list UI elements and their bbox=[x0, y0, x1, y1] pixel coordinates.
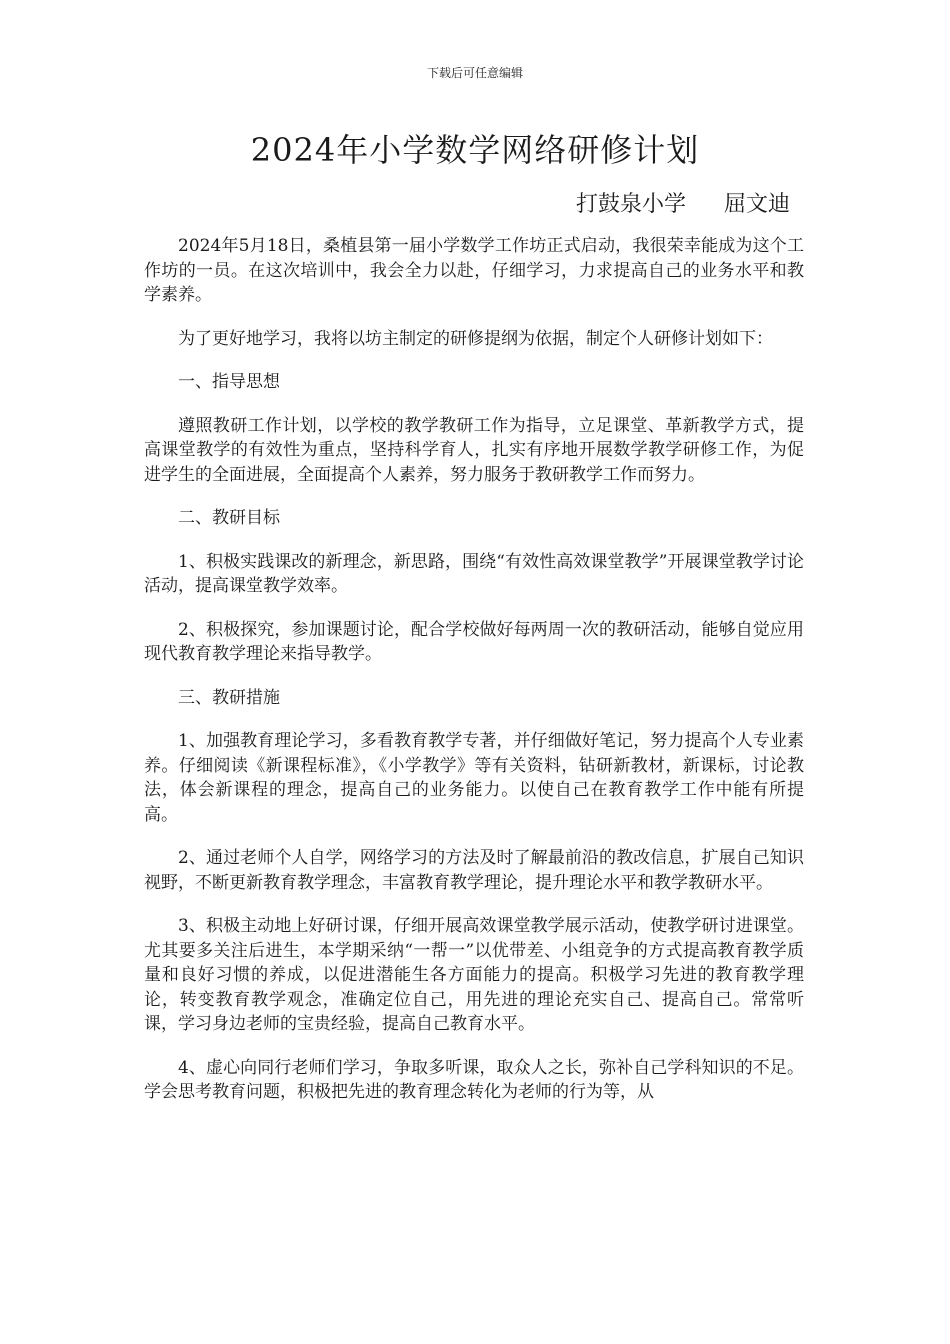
paragraph-goal-2: 2、积极探究，参加课题讨论，配合学校做好每两周一次的教研活动，能够自觉应用现代教育教学理论来指导教学。 bbox=[144, 619, 804, 664]
paragraph-measure-1: 1、加强教育理论学习，多看教育教学专著，并仔细做好笔记，努力提高个人专业素养。仔细阅读《新课程标准》，《小学教学》等有关资料，钻研新教材，新课标，讨论教法，体会新课程的理念，提高自己的业务能力。以使自己在教育教学工作中能有所提高。 bbox=[144, 731, 804, 825]
paragraph-measure-2: 2、通过老师个人自学，网络学习的方法及时了解最前沿的教改信息，扩展自己知识视野，不断更新教育教学理念，丰富教育教学理论，提升理论水平和教学教研水平。 bbox=[144, 848, 804, 893]
byline bbox=[0, 188, 790, 222]
section-heading-research-measures: 三、教研措施 bbox=[178, 687, 280, 708]
paragraph-measure-4: 4、虚心向同行老师们学习，争取多听课，取众人之长，弥补自己学科知识的不足。学会思考教育问题，积极把先进的教育理念转化为老师的行为等，从 bbox=[144, 1057, 804, 1102]
paragraph-guiding-thought: 遵照教研工作计划，以学校的教学教研工作为指导，立足课堂、革新教学方式，提高课堂教学的有效性为重点，坚持科学育人，扎实有序地开展数学教学研修工作，为促进学生的全面进展，全面提高个人素养，努力服务于教研教学工作而努力。 bbox=[144, 415, 804, 485]
section-heading-guiding-thought: 一、指导思想 bbox=[178, 372, 280, 392]
paragraph-measure-3: 3、积极主动地上好研讨课，仔细开展高效课堂教学展示活动，使教学研讨进课堂。尤其要多关注后进生，本学期采纳“一帮一”以优带差、小组竞争的方式提高教育教学质量和良好习惯的养成，以促进潜能生各方面能力的提高。积极学习先进的教育教学理论，转变教育教学观念，准确定位自己，用先进的理论充实自己、提高自己。常常听课，学习身边老师的宝贵经验，提高自己教育水平。 bbox=[144, 916, 804, 1034]
section-heading-research-goals: 二、教研目标 bbox=[178, 508, 280, 528]
byline-author: 屈文迪 bbox=[723, 192, 790, 217]
paragraph-plan-intro: 为了更好地学习，我将以坊主制定的研修提纲为依据，制定个人研修计划如下： bbox=[178, 328, 773, 349]
byline-school: 打鼓泉小学 bbox=[575, 192, 686, 217]
page-header-note: 下载后可任意编辑 bbox=[426, 66, 523, 80]
document-body bbox=[144, 234, 804, 1124]
document-title: 2024年小学数学网络研修计划 bbox=[250, 131, 700, 169]
paragraph-goal-1: 1、积极实践课改的新理念，新思路，围绕“有效性高效课堂教学”开展课堂教学讨论活动，提高课堂教学效率。 bbox=[144, 551, 804, 596]
paragraph-intro: 2024年5月18日，桑植县第一届小学数学工作坊正式启动，我很荣幸能成为这个工作坊的一员。在这次培训中，我会全力以赴，仔细学习，力求提高自己的业务水平和教学素养。 bbox=[144, 236, 804, 305]
